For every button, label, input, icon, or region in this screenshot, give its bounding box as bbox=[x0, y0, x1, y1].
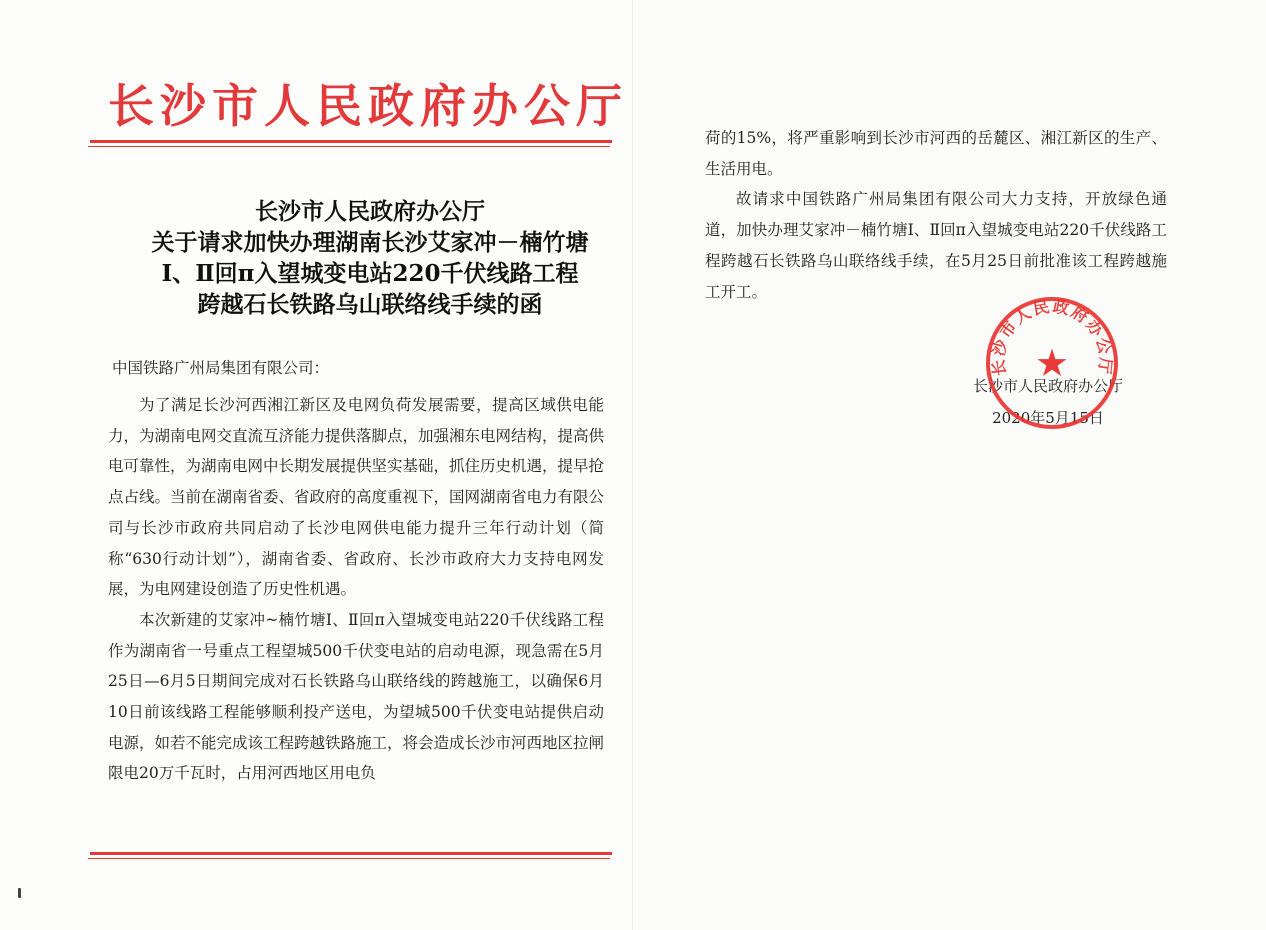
document-title bbox=[100, 196, 640, 320]
seal-star-icon: ★ bbox=[1034, 341, 1070, 385]
document-title-line3: Ⅰ、Ⅱ回π入望城变电站220千伏线路工程 bbox=[161, 260, 579, 287]
official-seal bbox=[983, 294, 1121, 432]
continuation-text: 荷的15%，将严重影响到长沙市河西的岳麓区、湘江新区的生产、生活用电。 bbox=[705, 129, 1167, 178]
letterhead-rule bbox=[90, 140, 612, 143]
paragraph-2: 本次新建的艾家冲~楠竹塘Ⅰ、Ⅱ回π入望城变电站220千伏线路工程作为湖南省一号重点工程望城500千伏变电站的启动电源，现急需在5月25日—6月5日期间完成对石长铁路乌山联络线的跨越施工，以确保6月10日前该线路工程能够顺利投产送电，为望城500千伏变电站提供启动电源，如若不能完成该工程跨越铁路施工，将会造成长沙市河西地区拉闸限电20万千瓦时，占用河西地区用电负 bbox=[108, 610, 605, 783]
document-title-line2: 关于请求加快办理湖南长沙艾家冲－楠竹塘 bbox=[151, 229, 589, 256]
paragraph-1: 为了满足长沙河西湘江新区及电网负荷发展需要，提高区域供电能力，为湖南电网交直流互济能力提供落脚点，加强湘东电网结构，提高供电可靠性，为湖南电网中长期发展提供坚实基础，抓住历史机遇，提早抢点占线。当前在湖南省委、省政府的高度重视下，国网湖南省电力有限公司与长沙市政府共同启动了长沙电网供电能力提升三年行动计划（简称“630行动计划”），湖南省委、省政府、长沙市政府大力支持电网发展，为电网建设创造了历史性机遇。 bbox=[108, 396, 605, 599]
footer-rule bbox=[90, 852, 612, 855]
letterhead-title: 长沙市人民政府办公厅 bbox=[108, 79, 628, 133]
request-paragraph: 故请求中国铁路广州局集团有限公司大力支持，开放绿色通道，加快办理艾家冲－楠竹塘Ⅰ、Ⅱ回π入望城变电站220千伏线路工程跨越石长铁路乌山联络线手续，在5月25日前批准该工程跨越施工开工。 bbox=[705, 190, 1167, 301]
seal-text: 长沙市人民政府办公厅 bbox=[988, 296, 1116, 377]
footer-rule-thin bbox=[88, 858, 610, 859]
salutation: 中国铁路广州局集团有限公司： bbox=[112, 359, 330, 377]
scan-speck bbox=[18, 888, 21, 898]
issue-date: 2020年5月15日 bbox=[992, 409, 1104, 427]
letterhead-rule-thin bbox=[88, 146, 610, 147]
document-title-line4: 跨越石长铁路乌山联络线手续的函 bbox=[197, 291, 543, 318]
document-title-line1: 长沙市人民政府办公厅 bbox=[255, 198, 485, 225]
right-page bbox=[633, 0, 1266, 930]
issuer-name: 长沙市人民政府办公厅 bbox=[972, 377, 1123, 395]
body-left bbox=[108, 390, 604, 789]
body-right bbox=[705, 123, 1167, 307]
